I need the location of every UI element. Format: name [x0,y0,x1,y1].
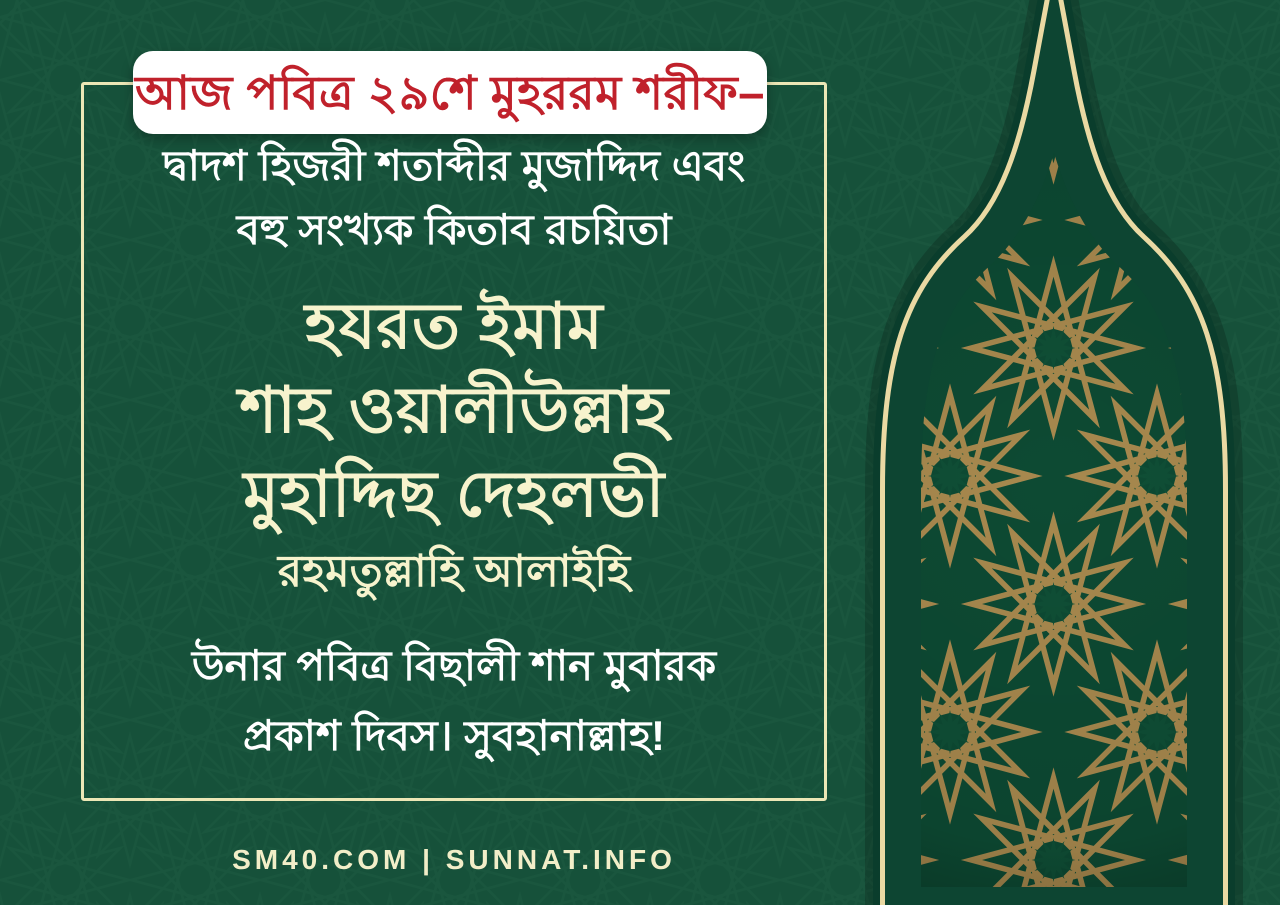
honorific-line: রহমতুল্লাহি আলাইহি [277,546,631,596]
title-line-1: হযরত ইমাম [304,289,604,362]
headline-badge [133,51,767,134]
closing-line-1: উনার পবিত্র বিছালী শান মুবারক [191,641,717,689]
intro-line-1: দ্বাদশ হিজরী শতাব্দীর মুজাদ্দিদ এবং [162,141,746,189]
headline-text: আজ পবিত্র ২৯শে মুহররম শরীফ– [135,66,765,119]
footer-websites: SM40.COM | SUNNAT.INFO [232,844,676,875]
closing-line-2: প্রকাশ দিবস। সুবহানাল্লাহ! [242,711,666,759]
title-line-3: মুহাদ্দিছ দেহলভী [243,457,665,530]
intro-line-2: বহু সংখ্যক কিতাব রচয়িতা [236,205,672,253]
title-line-2: শাহ ওয়ালীউল্লাহ [239,373,669,446]
